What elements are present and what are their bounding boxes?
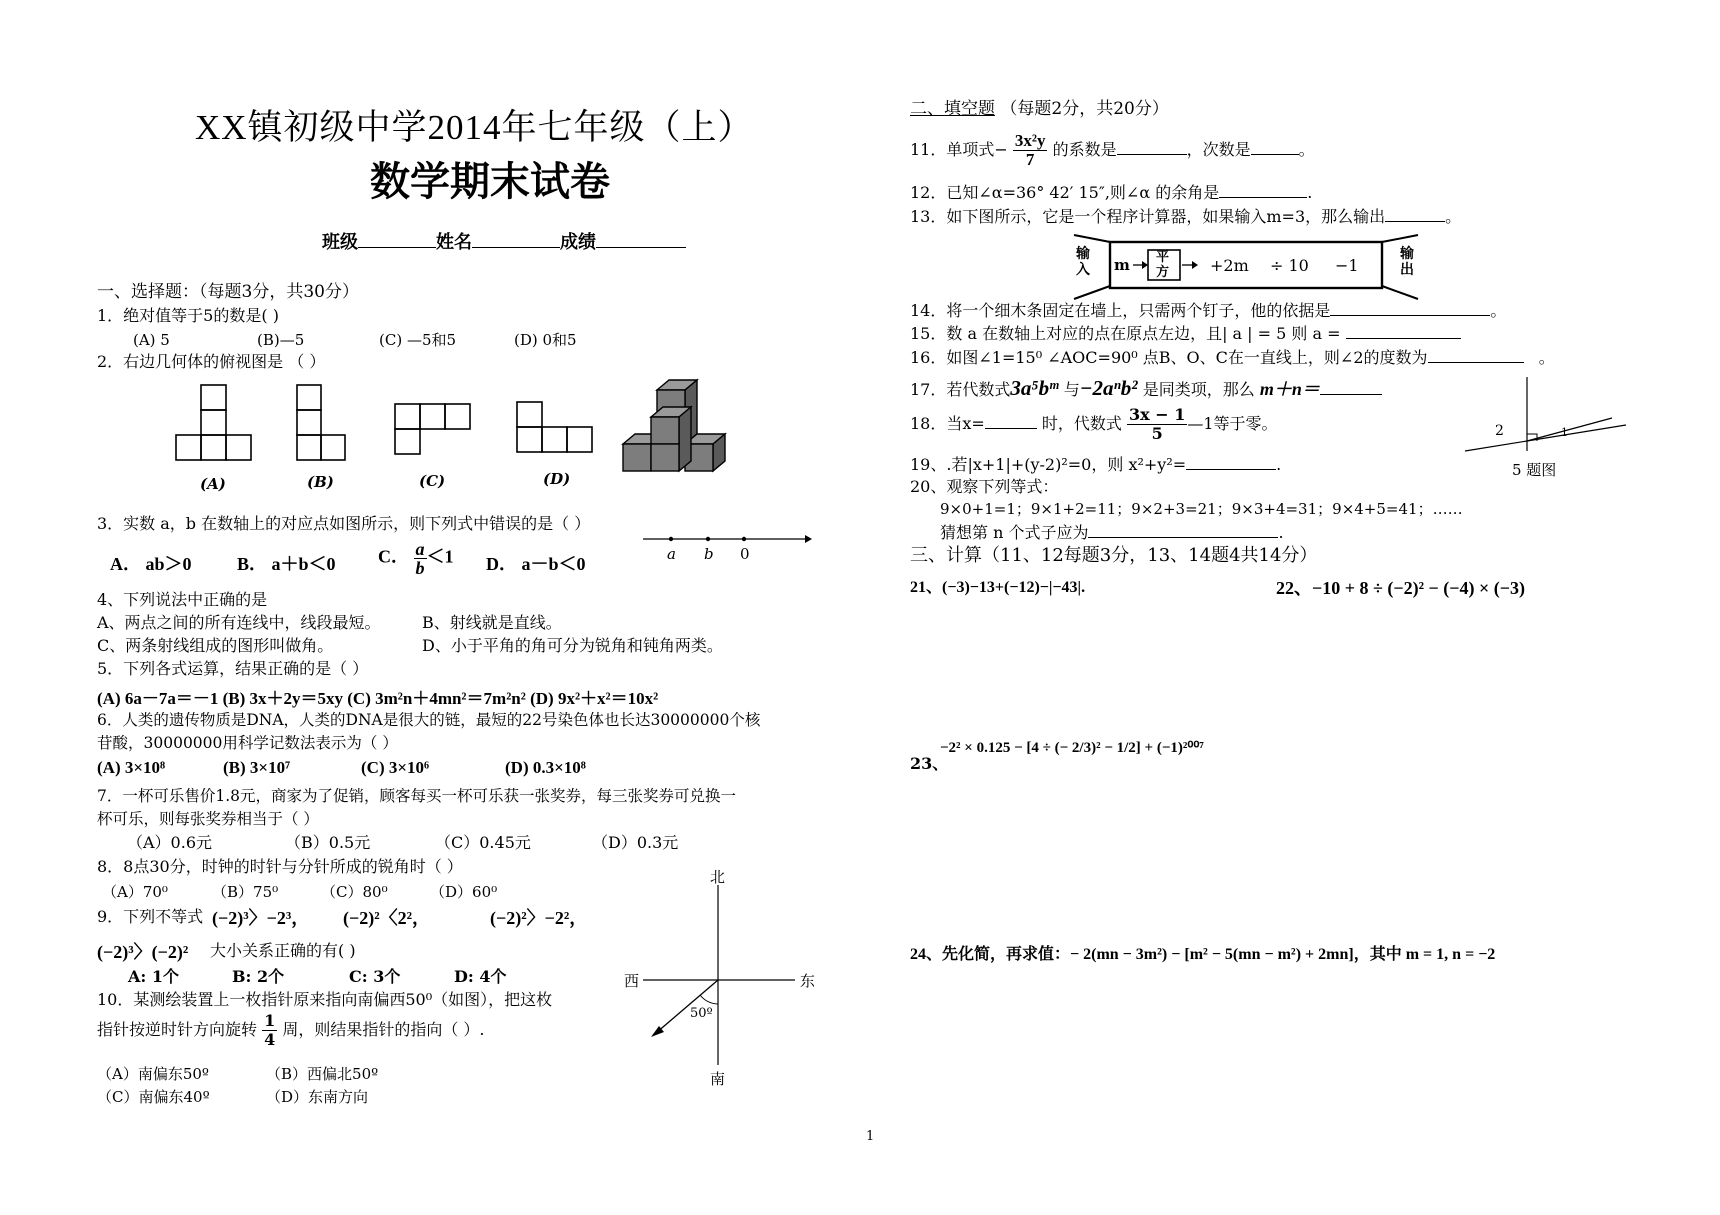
q23-label: 23、	[910, 754, 949, 773]
q9-expr-3: (−2)²〉−2²，	[490, 908, 588, 928]
q1-stem: 1．绝对值等于5的数是( )	[97, 306, 279, 325]
q8-option-c: （C）80⁰	[321, 883, 388, 901]
q17-expr-3: m＋n＝	[1259, 379, 1320, 399]
q20-guess-text: 猜想第 n 个式子应为	[940, 523, 1089, 542]
q10-stem-2-prefix: 指针按逆时针方向旋转	[97, 1020, 258, 1039]
q24: 24、先化简，再求值：− 2(mn − 3m²) − [m² − 5(mn − m²) + 2mn]，其中 m = 1, n = −2	[910, 946, 1496, 963]
q1-option-a: (A) 5	[133, 331, 170, 349]
q10-option-a: （A）南偏东50º	[97, 1065, 209, 1083]
axis-label-a: a	[667, 545, 676, 563]
section3-heading: 三、计算（11、12每题3分，13、14题4共14分）	[910, 545, 1318, 566]
q16-end: 。	[1538, 348, 1555, 367]
q2-label-c: (C)	[419, 472, 446, 490]
q17-prefix: 17．若代数式	[910, 380, 1011, 399]
q7-option-a: （A）0.6元	[127, 833, 213, 852]
fig5-caption: 5 题图	[1512, 461, 1557, 479]
score-label: 成绩	[560, 232, 596, 253]
q9-expr-2: (−2)²〈2²，	[343, 908, 431, 928]
q7-option-d: （D）0.3元	[592, 833, 679, 852]
q3-option-d: D． a－b＜0	[486, 554, 586, 574]
q8-option-b: （B）75⁰	[212, 883, 279, 901]
q10-option-b: （B）西偏北50º	[266, 1065, 379, 1083]
q18-frac-num: 3x − 1	[1129, 405, 1186, 424]
compass-angle-label: 50º	[690, 1006, 713, 1021]
q19-end: .	[1276, 455, 1282, 474]
q10-stem-2-suffix: 周，则结果指针的指向（ ）.	[282, 1020, 485, 1039]
q11-frac-num: 3x²y	[1014, 131, 1046, 150]
q9-stem-prefix: 9．下列不等式	[97, 907, 204, 926]
q20-end: .	[1278, 523, 1284, 542]
q12-end: .	[1307, 183, 1313, 202]
q3-option-a: A． ab＞0	[110, 554, 192, 574]
q3-c-prefix: C．	[378, 546, 409, 567]
section1-heading: 一、选择题：（每题3分，共30分）	[97, 282, 359, 302]
q1-option-d: (D) 0和5	[514, 331, 577, 349]
q1-option-c: (C) —5和5	[379, 331, 457, 349]
q23-expression: −2² × 0.125 − [4 ÷ (− 2/3)² − 1/2] + (−1)²⁰⁰⁷	[940, 740, 1204, 756]
program-variable-m: m	[1114, 256, 1130, 274]
axis-label-b: b	[704, 545, 714, 563]
q3-c-suffix: ＜1	[426, 546, 454, 567]
q9-option-d: D: 4个	[454, 967, 507, 986]
q17-suffix: 是同类项，那么	[1142, 380, 1255, 399]
q11-suffix-1: 的系数是	[1052, 140, 1117, 159]
q2-label-d: (D)	[543, 470, 571, 488]
q10-frac-den: 4	[264, 1030, 276, 1049]
q11-end: 。	[1298, 140, 1315, 159]
q3-c-num: a	[415, 539, 425, 559]
q22: 22、−10 + 8 ÷ (−2)² − (−4) × (−3)	[1276, 578, 1526, 598]
fig5-label-1: 1	[1561, 426, 1568, 439]
q21: 21、(−3)−13+(−12)−|−43|.	[910, 579, 1086, 596]
q10-frac-num: 1	[264, 1011, 276, 1030]
q7-stem-1: 7．一杯可乐售价1.8元，商家为了促销，顾客每买一杯可乐获一张奖券，每三张奖券可兑换一	[97, 787, 737, 805]
q11-prefix: 11．单项式−	[910, 140, 1008, 159]
q9-option-a: A: 1个	[128, 967, 180, 986]
q8-stem: 8．8点30分，时钟的时针与分针所成的锐角时（ ）	[97, 857, 463, 876]
compass-north: 北	[710, 868, 726, 886]
q7-option-c: （C）0.45元	[435, 833, 531, 852]
q10-option-d: （D）东南方向	[266, 1088, 369, 1106]
q17-expr-2: −2aⁿb²	[1079, 376, 1138, 400]
q18-frac-den: 5	[1151, 424, 1163, 443]
q9-stem-suffix: 大小关系正确的有( )	[210, 941, 356, 960]
q12-text: 12．已知∠α=36° 42′ 15″,则∠α 的余角是	[910, 183, 1220, 202]
q20-equations: 9×0+1=1；9×1+2=11；9×2+3=21；9×3+4=31；9×4+5=41；……	[940, 500, 1463, 518]
q19-text: 19、.若|x+1|+(y-2)²=0，则 x²+y²=	[910, 455, 1187, 474]
q11-frac-den: 7	[1025, 150, 1035, 169]
q18-suffix: —1等于零。	[1187, 414, 1278, 433]
title-line1: XX镇初级中学2014年七年级（上）	[195, 108, 754, 147]
q7-option-b: （B）0.5元	[285, 833, 371, 852]
class-label: 班级	[322, 232, 358, 253]
q4-option-d: D、小于平角的角可分为锐角和钝角两类。	[422, 636, 723, 655]
q5-options: (A) 6a－7a＝－1 (B) 3x＋2y＝5xy (C) 3m²n＋4mn²＝7m²n² (D) 9x²＋x²＝10x²	[97, 689, 659, 708]
q6-stem-1: 6．人类的遗传物质是DNA，人类的DNA是很大的链，最短的22号染色体也长达30000000个核	[97, 711, 761, 729]
q14-end: 。	[1490, 301, 1507, 320]
section2-heading-b: （每题2分，共20分）	[1000, 99, 1169, 119]
q3-stem: 3．实数 a，b 在数轴上的对应点如图所示，则下列式中错误的是（ ）	[97, 514, 591, 533]
q6-option-c: (C) 3×10⁶	[361, 758, 430, 777]
compass-east: 东	[800, 972, 816, 990]
q17-mid: 与	[1063, 380, 1080, 399]
q6-option-d: (D) 0.3×10⁸	[505, 758, 586, 777]
q2-stem: 2．右边几何体的俯视图是 （ ）	[97, 352, 326, 371]
q16-text: 16．如图∠1=15⁰ ∠AOC=90⁰ 点B、O、C在一直线上，则∠2的度数为	[910, 348, 1428, 367]
q6-option-b: (B) 3×10⁷	[223, 758, 291, 777]
q17-expr-1: 3a⁵bᵐ	[1010, 376, 1059, 400]
q4-stem: 4、下列说法中正确的是	[97, 590, 268, 609]
q2-label-b: (B)	[307, 473, 334, 491]
program-square-box: 平方	[1156, 250, 1170, 280]
q11-suffix-2: ，次数是	[1186, 140, 1251, 159]
q13-text: 13．如下图所示，它是一个程序计算器，如果输入m=3，那么输出	[910, 207, 1386, 226]
q10-option-c: （C）南偏东40º	[97, 1088, 210, 1106]
q4-option-b: B、射线就是直线。	[422, 613, 562, 632]
q18-prefix: 18．当x=	[910, 414, 985, 433]
program-op-minus-1: −1	[1335, 256, 1359, 275]
q9-expr-1: (−2)³〉−2³，	[212, 908, 310, 928]
q4-option-c: C、两条射线组成的图形叫做角。	[97, 636, 334, 655]
q3-c-den: b	[415, 558, 425, 578]
q10-stem-1: 10．某测绘装置上一枚指针原来指向南偏西50⁰（如图），把这枚	[97, 990, 553, 1009]
title-line2: 数学期末试卷	[370, 159, 610, 205]
q20-stem: 20、观察下列等式：	[910, 477, 1059, 496]
compass-west: 西	[624, 972, 640, 990]
q7-stem-2: 杯可乐，则每张奖券相当于（ ）	[97, 810, 319, 828]
q14-text: 14．将一个细木条固定在墙上，只需两个钉子，他的依据是	[910, 301, 1331, 320]
q13-end: 。	[1445, 207, 1462, 226]
program-op-plus-2m: +2m	[1210, 256, 1249, 275]
q2-label-a: (A)	[200, 475, 226, 493]
axis-label-0: 0	[740, 545, 750, 563]
name-label: 姓名	[436, 232, 472, 253]
q18-mid: 时，代数式	[1041, 414, 1122, 433]
q9-option-c: C: 3个	[349, 967, 401, 986]
q5-stem: 5．下列各式运算，结果正确的是（ ）	[97, 659, 369, 678]
program-op-divide-10: ÷ 10	[1270, 256, 1309, 275]
q6-option-a: (A) 3×10⁸	[97, 758, 166, 777]
section2-heading-a: 二、填空题	[910, 99, 995, 119]
program-input-label: 输入	[1076, 246, 1090, 278]
fig5-label-2: 2	[1495, 423, 1504, 439]
q6-stem-2: 苷酸，30000000用科学记数法表示为（ ）	[97, 734, 398, 752]
page-number: 1	[866, 1129, 875, 1144]
q3-option-b: B． a＋b＜0	[237, 554, 336, 574]
q9-expr-4: (−2)³〉(−2)²	[97, 942, 189, 962]
q15-text: 15．数 a 在数轴上对应的点在原点左边，且| a | = 5 则 a =	[910, 324, 1341, 343]
q1-option-b: (B)—5	[257, 331, 305, 349]
q8-option-a: （A）70⁰	[102, 883, 168, 901]
program-output-label: 输出	[1400, 246, 1414, 278]
q4-option-a: A、两点之间的所有连线中，线段最短。	[97, 613, 381, 632]
q9-option-b: B: 2个	[232, 967, 285, 986]
compass-south: 南	[710, 1070, 726, 1088]
q8-option-d: （D）60⁰	[430, 883, 498, 901]
